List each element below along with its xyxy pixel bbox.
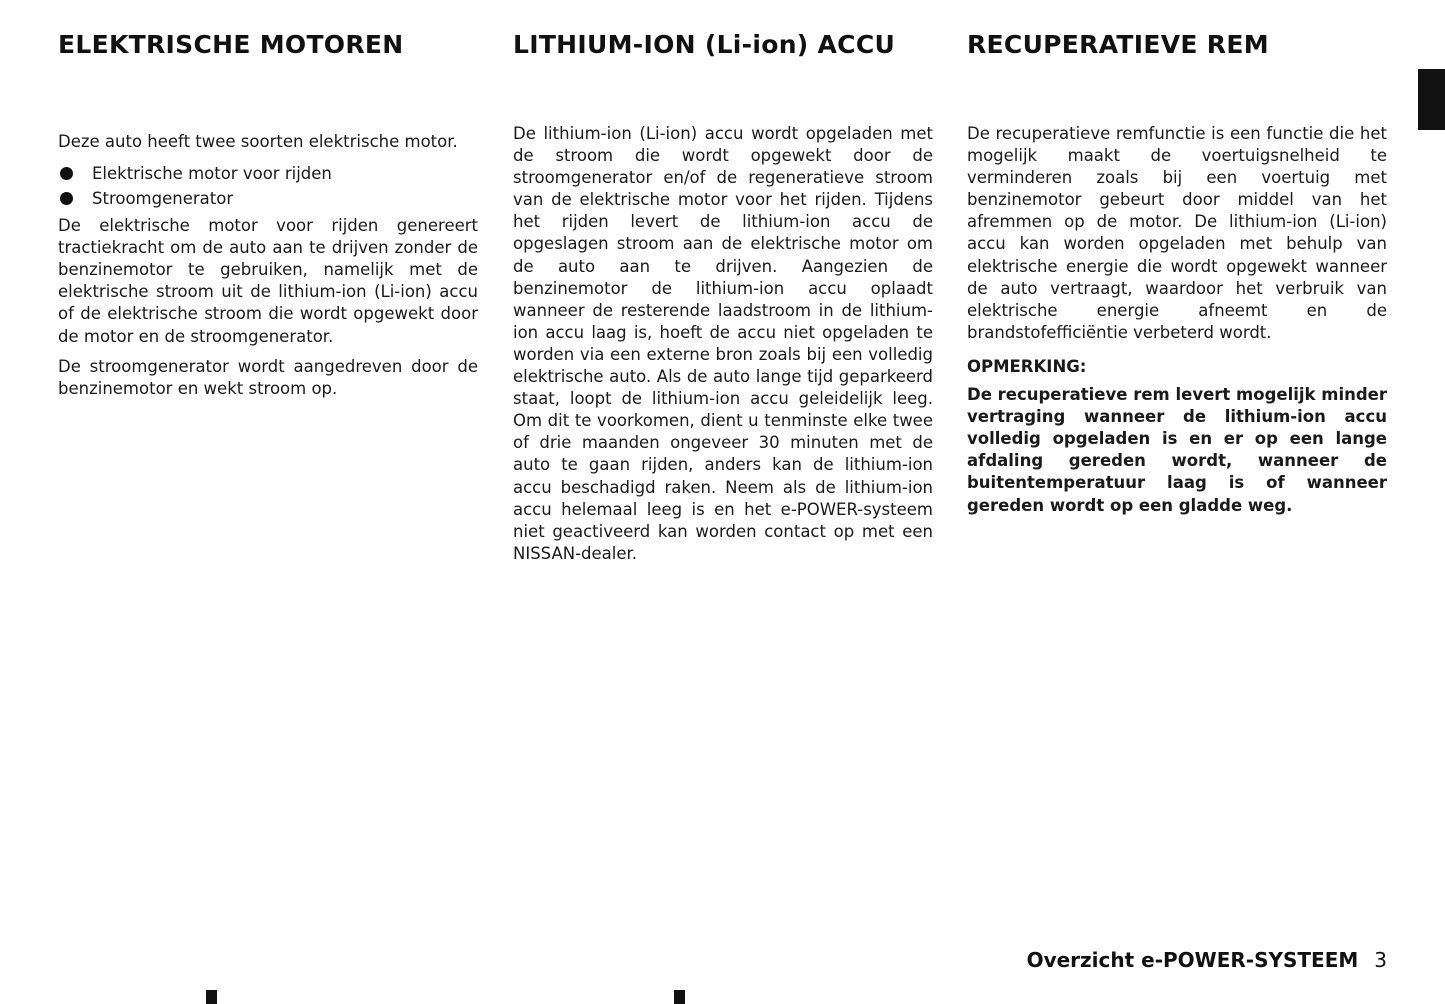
note-paragraph: De recuperatieve rem levert mogelijk minder vertraging wanneer de lithium-ion accu volledig opgeladen is en er op een lange afdaling gereden wordt, wanneer de buitentemperatuur laag is of wanneer gereden wordt op een gladde weg. xyxy=(967,385,1387,515)
heading-recuperatieve-rem: RECUPERATIEVE REM xyxy=(967,30,1269,59)
list-item-label: Stroomgenerator xyxy=(92,189,234,209)
body-paragraph: De stroomgenerator wordt aangedreven door de benzinemotor en wekt stroom op. xyxy=(58,356,478,398)
page-number: 3 xyxy=(1374,948,1387,972)
body-paragraph: De recuperatieve remfunctie is een functie die het mogelijk maakt de voertuigsnelheid te verminderen zoals bij een voertuig met benzinemotor gebeurt door middel van het afremmen op de motor. De lithium-ion (Li-ion) accu kan worden opgeladen met behulp van elektrische energie die wordt opgewekt wanneer de auto vertraagt, waardoor het verbruik van elektrische energie afneemt en de brandstofefficiëntie verbeterd wordt. xyxy=(967,124,1387,342)
crop-mark xyxy=(206,990,217,1004)
column-recuperatieve-rem xyxy=(967,123,1387,525)
note-label: OPMERKING: xyxy=(967,356,1087,376)
bullet-icon xyxy=(60,167,73,180)
intro-paragraph: Deze auto heeft twee soorten elektrische motor. xyxy=(58,132,458,151)
page-footer xyxy=(1027,948,1387,972)
bullet-icon xyxy=(60,192,73,205)
column-elektrische-motoren xyxy=(58,131,478,408)
list-item xyxy=(58,161,478,186)
heading-lithium-ion-accu: LITHIUM-ION (Li-ion) ACCU xyxy=(513,30,896,59)
list-item-label: Elektrische motor voor rijden xyxy=(92,164,332,184)
crop-mark xyxy=(674,990,685,1004)
footer-section-title: Overzicht e-POWER-SYSTEEM xyxy=(1026,948,1359,972)
motor-types-list xyxy=(58,161,478,211)
list-item xyxy=(58,186,478,211)
column-lithium-ion-accu xyxy=(513,123,933,573)
body-paragraph: De elektrische motor voor rijden genereert tractiekracht om de auto aan te drijven zonder de benzinemotor te gebruiken, namelijk met de elektrische stroom uit de lithium-ion (Li-ion) accu of de elektrische stroom die wordt opgewekt door de motor en de stroomgenerator. xyxy=(58,216,478,346)
body-paragraph: De lithium-ion (Li-ion) accu wordt opgeladen met de stroom die wordt opgewekt door de stroomgenerator en/of de regeneratieve stroom van de elektrische motor voor het rijden. Tijdens het rijden levert de lithium-ion accu de opgeslagen stroom aan de elektrische motor om de auto aan te drijven. Aangezien de benzinemotor de lithium-ion accu oplaadt wanneer de resterende laadstroom in de lithium-ion accu laag is, hoeft de accu niet opgeladen te worden via een externe bron zoals bij een volledig elektrische auto. Als de auto lange tijd geparkeerd staat, loopt de lithium-ion accu geleidelijk leeg. Om dit te voorkomen, dient u tenminste elke twee of drie maanden ongeveer 30 minuten met de auto te gaan rijden, anders kan de lithium-ion accu beschadigd raken. Neem als de lithium-ion accu helemaal leeg is en het e-POWER-systeem niet geactiveerd kan worden contact op met een NISSAN-dealer. xyxy=(513,124,933,563)
heading-elektrische-motoren: ELEKTRISCHE MOTOREN xyxy=(58,30,404,59)
section-tab-marker xyxy=(1418,69,1445,130)
